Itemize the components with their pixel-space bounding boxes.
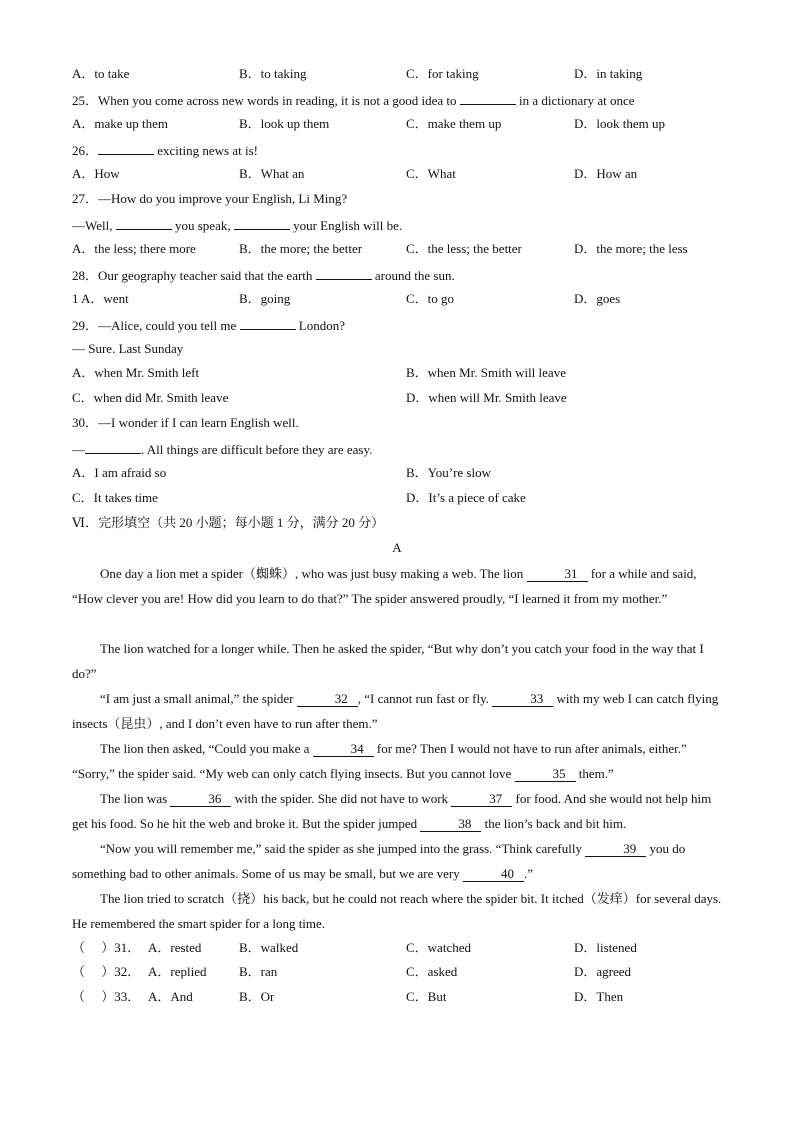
p3-text-a: “I am just a small animal,” the spider <box>100 691 294 706</box>
cloze-31-option-c: C．watched <box>406 940 471 955</box>
q27-option-a: A．the less; there more <box>72 241 196 256</box>
blank-32: 32 <box>297 692 358 707</box>
p6-text-c: .” <box>524 866 534 881</box>
q29-stem-pre: 29．—Alice, could you tell me <box>72 318 237 333</box>
q30-stem-post: . All things are difficult before they are easy. <box>141 442 373 457</box>
q30-option-c: C．It takes time <box>72 490 158 505</box>
p4-text-c: them.” <box>578 766 614 781</box>
q27-option-c: C．the less; the better <box>406 241 522 256</box>
q30-options-row1 <box>72 465 732 481</box>
cloze-32-option-a: A．replied <box>148 964 207 979</box>
q29-stem-post: London? <box>298 318 345 333</box>
q29-option-c: C．when did Mr. Smith leave <box>72 390 229 405</box>
q26-options <box>72 166 732 182</box>
q28-option-b: B．going <box>239 291 291 306</box>
passage-paragraph-3 <box>72 686 724 736</box>
q26-option-b: B．What an <box>239 166 305 181</box>
cloze-31-number: （ ）31． <box>72 940 141 955</box>
passage-part-label: A <box>392 540 402 555</box>
cloze-33-option-d: D．Then <box>574 989 624 1004</box>
q25-option-a: A．make up them <box>72 116 169 131</box>
p6-text-b: you do something bad to other animals. Some of us may be small, but we are very <box>72 841 686 881</box>
blank-40: 40 <box>463 867 524 882</box>
q28-option-c: C．to go <box>406 291 455 306</box>
cloze-33-number: （ ）33． <box>72 989 141 1004</box>
q26-stem-pre: 26． <box>72 143 99 158</box>
q30-option-b: B．You’re slow <box>406 465 491 480</box>
q29-options-row2 <box>72 390 732 406</box>
q28-blank <box>316 266 372 280</box>
q29-option-d: D．when will Mr. Smith leave <box>406 390 567 405</box>
q28-stem <box>72 266 455 284</box>
cloze-31-option-d: D．listened <box>574 940 637 955</box>
cloze-32-number: （ ）32． <box>72 964 141 979</box>
q24-option-a: A．to take <box>72 66 130 81</box>
passage-paragraph-2: The lion watched for a longer while. Then he asked the spider, “But why don’t you catch your food in the way that I do?” <box>72 641 704 681</box>
q28-option-d: D．goes <box>574 291 621 306</box>
q25-blank <box>460 91 516 105</box>
q30-line2 <box>72 440 372 458</box>
p3-text-b: , “I cannot run fast or fly. <box>357 691 490 706</box>
passage-paragraph-4 <box>72 736 724 786</box>
passage-paragraph-5 <box>72 786 724 836</box>
q30-blank <box>85 440 141 454</box>
q26-option-c: C．What <box>406 166 456 181</box>
blank-35: 35 <box>515 767 576 782</box>
q30-option-a: A．I am afraid so <box>72 465 167 480</box>
cloze-33-option-c: C．But <box>406 989 447 1004</box>
q27-blank-2 <box>234 216 290 230</box>
q27-stem-pre: —Well, <box>72 218 113 233</box>
p4-text-b: for me? Then I would not have to run after animals, either.” “Sorry,” the spider said. “My web can only catch flying insects. But you cannot love <box>72 741 687 781</box>
p1-text-a: One day a lion met a spider（蜘蛛）, who was just busy making a web. The lion <box>100 566 524 581</box>
q29-option-a: A．when Mr. Smith left <box>72 365 200 380</box>
q24-option-d: D．in taking <box>574 66 643 81</box>
q28-option-a: 1 A．went <box>72 291 129 306</box>
p1-text-b: for a while and said, “How clever you are! How did you learn to do that?” The spider answered proudly, “I learned it from my mother.” <box>72 566 697 606</box>
q26-option-d: D．How an <box>574 166 638 181</box>
cloze-32-option-b: B．ran <box>239 964 278 979</box>
cloze-32-option-c: C．asked <box>406 964 458 979</box>
q27-blank-1 <box>116 216 172 230</box>
passage-paragraph-7: The lion tried to scratch（挠）his back, but he could not reach where the spider bit. It itched（发痒）for several days. He remembered the smart spider for a long time. <box>72 891 722 931</box>
cloze-33-option-a: A．And <box>148 989 193 1004</box>
cloze-31-option-a: A．rested <box>148 940 202 955</box>
q25-stem <box>72 91 635 109</box>
p5-text-d: the lion’s back and bit him. <box>484 816 627 831</box>
q29-option-b: B．when Mr. Smith will leave <box>406 365 566 380</box>
cloze-31-option-b: B．walked <box>239 940 299 955</box>
q29-stem <box>72 316 345 334</box>
p3-text-c: with my web I can catch flying insects（昆虫）, and I don’t even have to run after them.” <box>72 691 719 731</box>
q24-option-b: B．to taking <box>239 66 307 81</box>
q27-options <box>72 241 732 257</box>
q26-stem-post: exciting news at is! <box>157 143 258 158</box>
q26-stem <box>72 141 258 159</box>
q26-blank <box>98 141 154 155</box>
q30-line1: 30．—I wonder if I can learn English well. <box>72 415 299 430</box>
q27-line2 <box>72 216 402 234</box>
q24-option-c: C．for taking <box>406 66 479 81</box>
q27-option-b: B．the more; the better <box>239 241 363 256</box>
q30-stem-pre: — <box>72 442 85 457</box>
q29-options-row1 <box>72 365 732 381</box>
p5-text-c: for food. And she would not help him get his food. So he hit the web and broke it. But the spider jumped <box>72 791 712 831</box>
cloze-32-option-d: D．agreed <box>574 964 632 979</box>
q28-stem-pre: 28．Our geography teacher said that the earth <box>72 268 313 283</box>
cloze-row-33 <box>72 989 732 1005</box>
blank-38: 38 <box>420 817 481 832</box>
q27-stem-post: your English will be. <box>293 218 403 233</box>
q25-option-d: D．look them up <box>574 116 665 131</box>
q27-option-d: D．the more; the less <box>574 241 688 256</box>
p6-text-a: “Now you will remember me,” said the spider as she jumped into the grass. “Think carefully <box>100 841 582 856</box>
q29-blank <box>240 316 296 330</box>
q26-option-a: A．How <box>72 166 120 181</box>
cloze-33-option-b: B．Or <box>239 989 275 1004</box>
blank-31: 31 <box>527 567 588 582</box>
q25-option-c: C．make them up <box>406 116 502 131</box>
q28-options <box>72 291 732 307</box>
q27-stem-mid: you speak, <box>174 218 231 233</box>
blank-34: 34 <box>313 742 374 757</box>
blank-39: 39 <box>585 842 646 857</box>
q28-stem-post: around the sun. <box>374 268 455 283</box>
q29-line2: — Sure. Last Sunday <box>72 341 184 356</box>
p5-text-b: with the spider. She did not have to work <box>234 791 449 806</box>
q30-options-row2 <box>72 490 732 506</box>
passage-paragraph-1 <box>72 561 724 611</box>
section-heading: Ⅵ．完形填空（共 20 小题；每小题 1 分，满分 20 分） <box>72 515 385 530</box>
q27-line1: 27．—How do you improve your English, Li Ming? <box>72 191 348 206</box>
cloze-row-32 <box>72 964 732 980</box>
q30-option-d: D．It’s a piece of cake <box>406 490 526 505</box>
cloze-row-31 <box>72 940 732 956</box>
blank-36: 36 <box>170 792 231 807</box>
p5-text-a: The lion was <box>100 791 168 806</box>
q25-stem-post: in a dictionary at once <box>519 93 635 108</box>
blank-33: 33 <box>492 692 553 707</box>
q25-option-b: B．look up them <box>239 116 330 131</box>
blank-37: 37 <box>451 792 512 807</box>
p4-text-a: The lion then asked, “Could you make a <box>100 741 310 756</box>
q25-stem-pre: 25．When you come across new words in reading, it is not a good idea to <box>72 93 457 108</box>
q25-options <box>72 116 732 132</box>
passage-paragraph-6 <box>72 836 724 886</box>
q24-options <box>72 66 732 82</box>
